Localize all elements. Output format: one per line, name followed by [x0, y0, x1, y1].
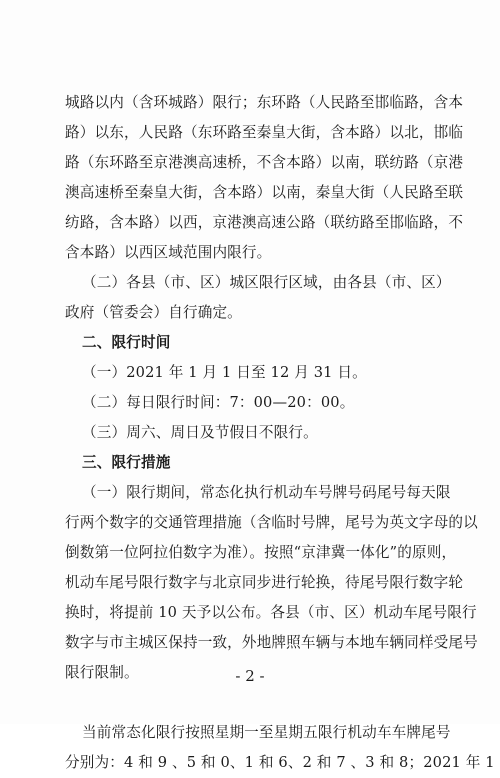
text-line: 换时，将提前 10 天予以公布。各县（市、区）机动车尾号限行 — [65, 604, 477, 621]
text-line: 数字与市主城区保持一致，外地牌照车辆与本地车辆同样受尾号 — [65, 634, 478, 651]
text-line: 含本路）以西区域范围内限行。 — [65, 244, 272, 261]
text-line: 行两个数字的交通管理措施（含临时号牌，尾号为英文字母的以 — [65, 514, 478, 531]
text-line: 政府（管委会）自行确定。 — [65, 304, 242, 321]
text-line: 倒数第一位阿拉伯数字为准）。按照“京津冀一体化”的原则， — [65, 544, 457, 561]
text-line: （一）2021 年 1 月 1 日至 12 月 31 日。 — [82, 364, 367, 381]
text-line: （二）各县（市、区）城区限行区域，由各县（市、区） — [82, 274, 451, 291]
paragraph-gap — [65, 688, 448, 718]
text-line: 分别为：4 和 9 、5 和 0、1 和 6、2 和 7 、3 和 8；2021 年 1 — [65, 754, 495, 771]
text-line: 机动车尾号限行数字与北京同步进行轮换，待尾号限行数字轮 — [65, 574, 464, 591]
text-line: 纺路，含本路）以西，京港澳高速公路（联纺路至邯临路，不 — [65, 214, 464, 231]
text-line: （二）每日限行时间：7：00—20：00。 — [82, 394, 355, 411]
section-heading-measures: 三、限行措施 — [82, 454, 171, 471]
text-line: （一）限行期间，常态化执行机动车号牌号码尾号每天限 — [82, 484, 451, 501]
page-number: - 2 - — [235, 667, 265, 685]
text-line: 当前常态化限行按照星期一至星期五限行机动车车牌尾号 — [82, 724, 451, 741]
text-line: 限行限制。 — [65, 664, 139, 681]
text-line: 路）以东，人民路（东环路至秦皇大街，含本路）以北，邯临 — [65, 124, 464, 141]
section-heading-time: 二、限行时间 — [82, 334, 171, 351]
text-line: 澳高速桥至秦皇大街，含本路）以南，秦皇大街（人民路至联 — [65, 184, 464, 201]
text-line: 路（东环路至京港澳高速桥，不含本路）以南，联纺路（京港 — [65, 154, 464, 171]
text-line: （三）周六、周日及节假日不限行。 — [82, 424, 318, 441]
text-line: 城路以内（含环城路）限行；东环路（人民路至邯临路，含本 — [65, 94, 464, 111]
